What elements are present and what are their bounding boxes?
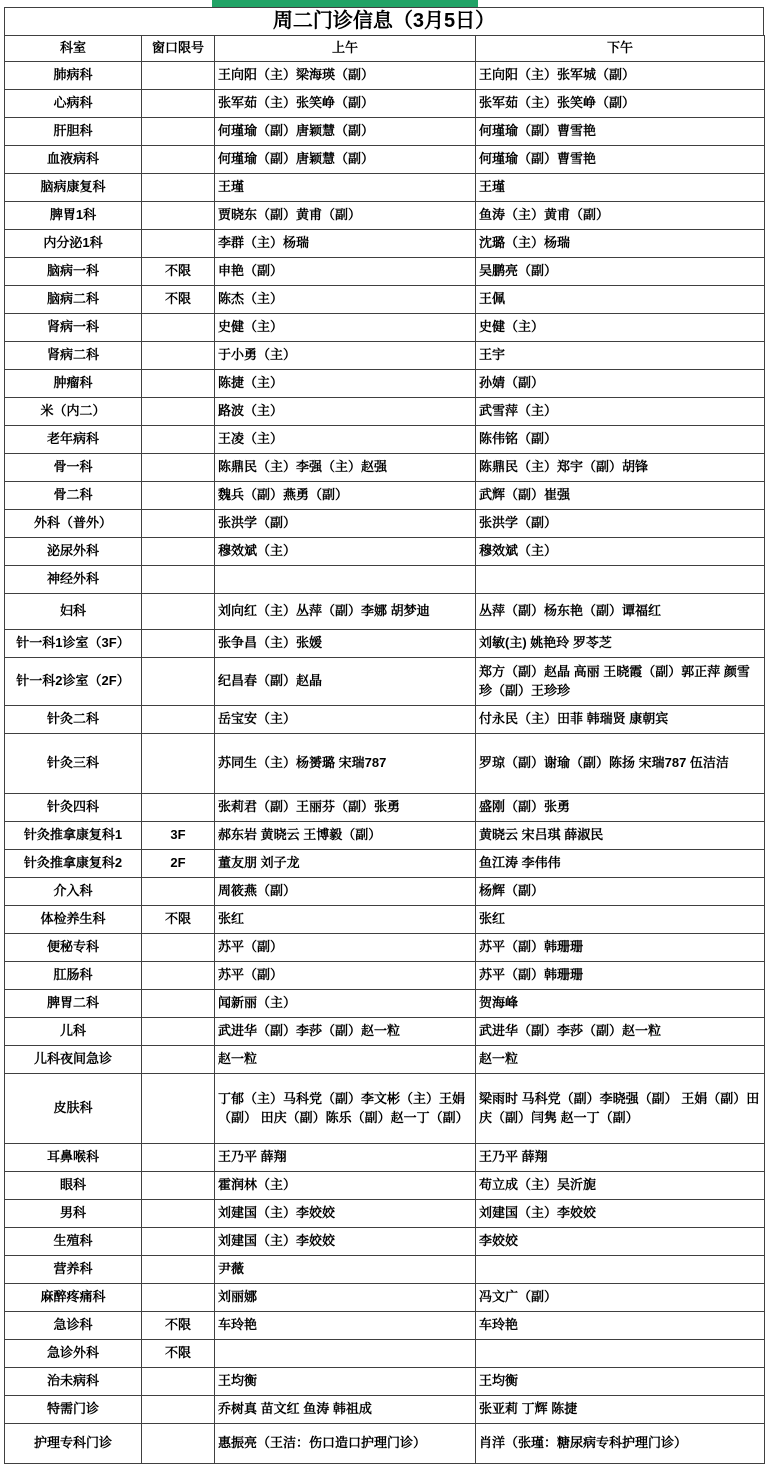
morning-cell: 丁郁（主）马科党（副）李文彬（主）王娟（副） 田庆（副）陈乐（副）赵一丁（副） — [215, 1074, 476, 1144]
table-row — [5, 1312, 765, 1340]
table-row — [5, 314, 765, 342]
table-row — [5, 202, 765, 230]
afternoon-cell: 黄晓云 宋吕琪 薛淑民 — [476, 822, 765, 850]
afternoon-cell: 张亚莉 丁辉 陈捷 — [476, 1396, 765, 1424]
afternoon-cell: 王向阳（主）张军城（副） — [476, 62, 765, 90]
department-cell: 针一科1诊室（3F） — [5, 630, 142, 658]
table-row — [5, 706, 765, 734]
window-limit-cell — [142, 90, 215, 118]
window-limit-cell — [142, 202, 215, 230]
window-limit-cell — [142, 1424, 215, 1464]
afternoon-cell: 盛刚（副）张勇 — [476, 794, 765, 822]
table-row — [5, 230, 765, 258]
morning-cell: 李群（主）杨瑞 — [215, 230, 476, 258]
morning-cell: 刘建国（主）李姣姣 — [215, 1228, 476, 1256]
table-row — [5, 906, 765, 934]
morning-cell: 陈杰（主） — [215, 286, 476, 314]
afternoon-cell: 武雪萍（主） — [476, 398, 765, 426]
department-cell: 耳鼻喉科 — [5, 1144, 142, 1172]
schedule-table — [4, 35, 765, 1464]
window-limit-cell — [142, 230, 215, 258]
afternoon-cell: 付永民（主）田菲 韩瑞贤 康朝宾 — [476, 706, 765, 734]
table-row — [5, 146, 765, 174]
window-limit-cell — [142, 314, 215, 342]
table-row — [5, 822, 765, 850]
afternoon-cell: 孙婧（副） — [476, 370, 765, 398]
department-cell: 针一科2诊室（2F） — [5, 658, 142, 706]
morning-cell: 岳宝安（主） — [215, 706, 476, 734]
table-row — [5, 594, 765, 630]
table-row — [5, 1256, 765, 1284]
window-limit-cell — [142, 1144, 215, 1172]
table-row — [5, 482, 765, 510]
morning-cell: 何瑾瑜（副）唐颖慧（副） — [215, 118, 476, 146]
department-cell: 肿瘤科 — [5, 370, 142, 398]
table-row — [5, 1046, 765, 1074]
window-limit-cell: 不限 — [142, 1340, 215, 1368]
department-cell: 男科 — [5, 1200, 142, 1228]
department-cell: 体检养生科 — [5, 906, 142, 934]
table-row — [5, 1368, 765, 1396]
afternoon-cell: 何瑾瑜（副）曹雪艳 — [476, 146, 765, 174]
department-cell: 泌尿外科 — [5, 538, 142, 566]
window-limit-cell — [142, 1368, 215, 1396]
morning-cell — [215, 566, 476, 594]
department-cell: 肝胆科 — [5, 118, 142, 146]
department-cell: 皮肤科 — [5, 1074, 142, 1144]
table-row — [5, 1144, 765, 1172]
morning-cell: 闻新丽（主） — [215, 990, 476, 1018]
department-cell: 肾病二科 — [5, 342, 142, 370]
morning-cell: 王乃平 薛翔 — [215, 1144, 476, 1172]
window-limit-cell — [142, 794, 215, 822]
morning-cell: 王凌（主） — [215, 426, 476, 454]
afternoon-cell — [476, 1256, 765, 1284]
morning-cell — [215, 1340, 476, 1368]
afternoon-cell: 苏平（副）韩珊珊 — [476, 962, 765, 990]
window-limit-cell — [142, 1018, 215, 1046]
table-row — [5, 734, 765, 794]
afternoon-cell: 张红 — [476, 906, 765, 934]
table-row — [5, 566, 765, 594]
table-row — [5, 1172, 765, 1200]
window-limit-cell: 不限 — [142, 258, 215, 286]
table-row — [5, 1228, 765, 1256]
afternoon-cell: 王佩 — [476, 286, 765, 314]
morning-cell: 苏平（副） — [215, 934, 476, 962]
window-limit-cell — [142, 962, 215, 990]
department-cell: 特需门诊 — [5, 1396, 142, 1424]
table-row — [5, 118, 765, 146]
department-cell: 介入科 — [5, 878, 142, 906]
morning-cell: 苏同生（主）杨赟璐 宋瑞787 — [215, 734, 476, 794]
afternoon-cell: 李姣姣 — [476, 1228, 765, 1256]
table-row — [5, 398, 765, 426]
afternoon-cell: 肖洋（张瑾：糖尿病专科护理门诊） — [476, 1424, 765, 1464]
morning-cell: 张洪学（副） — [215, 510, 476, 538]
department-cell: 治未病科 — [5, 1368, 142, 1396]
afternoon-cell: 史健（主） — [476, 314, 765, 342]
department-cell: 急诊科 — [5, 1312, 142, 1340]
afternoon-cell: 罗琼（副）谢瑜（副）陈扬 宋瑞787 伍洁洁 — [476, 734, 765, 794]
department-cell: 针灸推拿康复科1 — [5, 822, 142, 850]
table-row — [5, 62, 765, 90]
page-title: 周二门诊信息（3月5日） — [4, 7, 764, 35]
window-limit-cell — [142, 146, 215, 174]
window-limit-cell — [142, 510, 215, 538]
table-row — [5, 1200, 765, 1228]
morning-cell: 尹薇 — [215, 1256, 476, 1284]
morning-cell: 刘丽娜 — [215, 1284, 476, 1312]
window-limit-cell: 不限 — [142, 286, 215, 314]
afternoon-cell: 何瑾瑜（副）曹雪艳 — [476, 118, 765, 146]
department-cell: 脑病康复科 — [5, 174, 142, 202]
afternoon-cell: 丛萍（副）杨东艳（副）谭福红 — [476, 594, 765, 630]
department-cell: 针灸二科 — [5, 706, 142, 734]
table-row — [5, 1284, 765, 1312]
morning-cell: 陈捷（主） — [215, 370, 476, 398]
department-cell: 针灸推拿康复科2 — [5, 850, 142, 878]
window-limit-cell: 不限 — [142, 906, 215, 934]
morning-cell: 周筱燕（副） — [215, 878, 476, 906]
afternoon-cell: 郑方（副）赵晶 高丽 王晓霞（副）郭正萍 颜雪珍（副）王珍珍 — [476, 658, 765, 706]
table-row — [5, 510, 765, 538]
department-cell: 心病科 — [5, 90, 142, 118]
table-row — [5, 990, 765, 1018]
table-row — [5, 174, 765, 202]
window-limit-cell — [142, 118, 215, 146]
window-limit-cell — [142, 1228, 215, 1256]
table-row — [5, 1340, 765, 1368]
morning-cell: 王瑾 — [215, 174, 476, 202]
department-cell: 骨二科 — [5, 482, 142, 510]
afternoon-cell: 武辉（副）崔强 — [476, 482, 765, 510]
morning-cell: 张军茹（主）张笑峥（副） — [215, 90, 476, 118]
table-row — [5, 454, 765, 482]
department-cell: 生殖科 — [5, 1228, 142, 1256]
table-row — [5, 90, 765, 118]
table-row — [5, 258, 765, 286]
schedule-body — [5, 62, 765, 1464]
afternoon-cell: 刘建国（主）李姣姣 — [476, 1200, 765, 1228]
window-limit-cell — [142, 878, 215, 906]
afternoon-cell: 鱼涛（主）黄甫（副） — [476, 202, 765, 230]
window-limit-cell — [142, 454, 215, 482]
window-limit-cell — [142, 658, 215, 706]
morning-cell: 何瑾瑜（副）唐颖慧（副） — [215, 146, 476, 174]
morning-cell: 史健（主） — [215, 314, 476, 342]
department-cell: 针灸三科 — [5, 734, 142, 794]
afternoon-cell: 王瑾 — [476, 174, 765, 202]
table-row — [5, 1018, 765, 1046]
department-cell: 急诊外科 — [5, 1340, 142, 1368]
morning-cell: 魏兵（副）燕勇（副） — [215, 482, 476, 510]
afternoon-cell: 王乃平 薛翔 — [476, 1144, 765, 1172]
table-row — [5, 962, 765, 990]
header-row — [5, 36, 765, 62]
table-row — [5, 286, 765, 314]
window-limit-cell — [142, 1396, 215, 1424]
afternoon-cell: 杨辉（副） — [476, 878, 765, 906]
window-limit-cell — [142, 370, 215, 398]
department-cell: 儿科 — [5, 1018, 142, 1046]
window-limit-cell — [142, 1074, 215, 1144]
table-row — [5, 630, 765, 658]
morning-cell: 贾晓东（副）黄甫（副） — [215, 202, 476, 230]
department-cell: 脑病一科 — [5, 258, 142, 286]
afternoon-cell: 吴鹏亮（副） — [476, 258, 765, 286]
morning-cell: 陈鼎民（主）李强（主）赵强 — [215, 454, 476, 482]
window-limit-cell — [142, 538, 215, 566]
afternoon-cell: 张军茹（主）张笑峥（副） — [476, 90, 765, 118]
table-row — [5, 426, 765, 454]
morning-cell: 纪昌春（副）赵晶 — [215, 658, 476, 706]
afternoon-cell: 冯文广（副） — [476, 1284, 765, 1312]
afternoon-cell: 王均衡 — [476, 1368, 765, 1396]
morning-cell: 武进华（副）李莎（副）赵一粒 — [215, 1018, 476, 1046]
window-limit-cell — [142, 426, 215, 454]
window-limit-cell — [142, 174, 215, 202]
col-header-morning: 上午 — [215, 36, 476, 62]
department-cell: 儿科夜间急诊 — [5, 1046, 142, 1074]
department-cell: 脑病二科 — [5, 286, 142, 314]
col-header-afternoon: 下午 — [476, 36, 765, 62]
morning-cell: 王向阳（主）梁海瑛（副） — [215, 62, 476, 90]
table-row — [5, 794, 765, 822]
afternoon-cell — [476, 1340, 765, 1368]
department-cell: 老年病科 — [5, 426, 142, 454]
afternoon-cell: 梁雨时 马科党（副）李晓强（副） 王娟（副）田庆（副）闫隽 赵一丁（副） — [476, 1074, 765, 1144]
afternoon-cell: 沈璐（主）杨瑞 — [476, 230, 765, 258]
morning-cell: 郝东岩 黄晓云 王博毅（副） — [215, 822, 476, 850]
afternoon-cell: 穆效斌（主） — [476, 538, 765, 566]
window-limit-cell — [142, 1284, 215, 1312]
afternoon-cell: 王宇 — [476, 342, 765, 370]
afternoon-cell: 刘敏(主) 姚艳玲 罗苓芝 — [476, 630, 765, 658]
window-limit-cell: 2F — [142, 850, 215, 878]
table-row — [5, 1424, 765, 1464]
afternoon-cell: 贺海峰 — [476, 990, 765, 1018]
morning-cell: 惠振亮（王洁：伤口造口护理门诊） — [215, 1424, 476, 1464]
window-limit-cell — [142, 630, 215, 658]
morning-cell: 霍润林（主） — [215, 1172, 476, 1200]
department-cell: 内分泌1科 — [5, 230, 142, 258]
window-limit-cell — [142, 934, 215, 962]
afternoon-cell: 苏平（副）韩珊珊 — [476, 934, 765, 962]
morning-cell: 车玲艳 — [215, 1312, 476, 1340]
morning-cell: 路波（主） — [215, 398, 476, 426]
department-cell: 外科（普外） — [5, 510, 142, 538]
table-row — [5, 934, 765, 962]
afternoon-cell: 苟立成（主）吴沂旎 — [476, 1172, 765, 1200]
department-cell: 麻醉疼痛科 — [5, 1284, 142, 1312]
afternoon-cell: 鱼江涛 李伟伟 — [476, 850, 765, 878]
afternoon-cell: 赵一粒 — [476, 1046, 765, 1074]
window-limit-cell — [142, 594, 215, 630]
afternoon-cell: 武进华（副）李莎（副）赵一粒 — [476, 1018, 765, 1046]
department-cell: 米（内二） — [5, 398, 142, 426]
department-cell: 脾胃二科 — [5, 990, 142, 1018]
afternoon-cell: 陈伟铭（副） — [476, 426, 765, 454]
morning-cell: 张争昌（主）张媛 — [215, 630, 476, 658]
table-row — [5, 878, 765, 906]
window-limit-cell — [142, 566, 215, 594]
table-row — [5, 1396, 765, 1424]
window-limit-cell — [142, 482, 215, 510]
window-limit-cell: 不限 — [142, 1312, 215, 1340]
department-cell: 神经外科 — [5, 566, 142, 594]
col-header-window-limit: 窗口限号 — [142, 36, 215, 62]
department-cell: 脾胃1科 — [5, 202, 142, 230]
department-cell: 骨一科 — [5, 454, 142, 482]
table-row — [5, 370, 765, 398]
morning-cell: 王均衡 — [215, 1368, 476, 1396]
morning-cell: 苏平（副） — [215, 962, 476, 990]
morning-cell: 张红 — [215, 906, 476, 934]
green-accent-bar — [212, 0, 478, 7]
morning-cell: 张莉君（副）王丽芬（副）张勇 — [215, 794, 476, 822]
morning-cell: 于小勇（主） — [215, 342, 476, 370]
window-limit-cell — [142, 706, 215, 734]
window-limit-cell — [142, 342, 215, 370]
window-limit-cell: 3F — [142, 822, 215, 850]
department-cell: 眼科 — [5, 1172, 142, 1200]
window-limit-cell — [142, 62, 215, 90]
table-row — [5, 342, 765, 370]
afternoon-cell: 张洪学（副） — [476, 510, 765, 538]
morning-cell: 穆效斌（主） — [215, 538, 476, 566]
table-row — [5, 1074, 765, 1144]
department-cell: 血液病科 — [5, 146, 142, 174]
schedule-sheet — [4, 7, 764, 1464]
table-row — [5, 850, 765, 878]
window-limit-cell — [142, 1046, 215, 1074]
afternoon-cell — [476, 566, 765, 594]
morning-cell: 董友朋 刘子龙 — [215, 850, 476, 878]
department-cell: 营养科 — [5, 1256, 142, 1284]
department-cell: 肾病一科 — [5, 314, 142, 342]
afternoon-cell: 车玲艳 — [476, 1312, 765, 1340]
morning-cell: 刘建国（主）李姣姣 — [215, 1200, 476, 1228]
morning-cell: 刘向红（主）丛萍（副）李娜 胡梦迪 — [215, 594, 476, 630]
department-cell: 护理专科门诊 — [5, 1424, 142, 1464]
window-limit-cell — [142, 1256, 215, 1284]
department-cell: 肛肠科 — [5, 962, 142, 990]
morning-cell: 赵一粒 — [215, 1046, 476, 1074]
window-limit-cell — [142, 398, 215, 426]
department-cell: 肺病科 — [5, 62, 142, 90]
department-cell: 针灸四科 — [5, 794, 142, 822]
morning-cell: 申艳（副） — [215, 258, 476, 286]
table-row — [5, 538, 765, 566]
col-header-department: 科室 — [5, 36, 142, 62]
department-cell: 便秘专科 — [5, 934, 142, 962]
window-limit-cell — [142, 990, 215, 1018]
window-limit-cell — [142, 734, 215, 794]
window-limit-cell — [142, 1172, 215, 1200]
afternoon-cell: 陈鼎民（主）郑宇（副）胡锋 — [476, 454, 765, 482]
table-row — [5, 658, 765, 706]
window-limit-cell — [142, 1200, 215, 1228]
morning-cell: 乔树真 苗文红 鱼涛 韩祖成 — [215, 1396, 476, 1424]
department-cell: 妇科 — [5, 594, 142, 630]
